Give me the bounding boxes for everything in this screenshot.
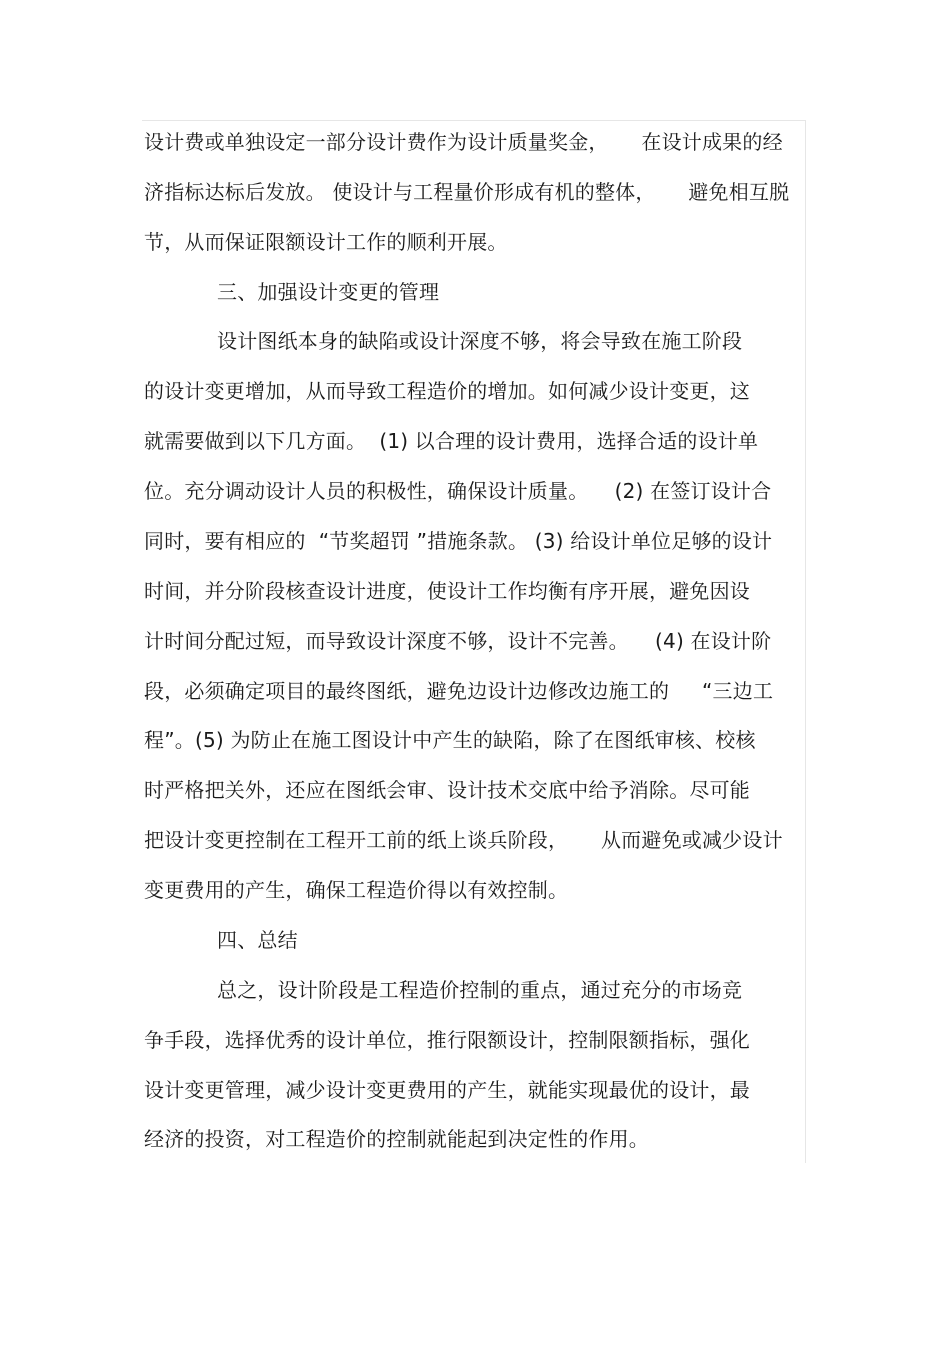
paragraph-line: 位。充分调动设计人员的积极性，确保设计质量。 (2) 在签订设计合: [144, 479, 772, 503]
paragraph-line: 变更费用的产生，确保工程造价得以有效控制。: [144, 878, 569, 902]
paragraph-line: 济指标达标后发放。 使设计与工程量价形成有机的整体， 避免相互脱: [144, 180, 790, 204]
paragraph-line: 的设计变更增加，从而导致工程造价的增加。如何减少设计变更，这: [144, 379, 750, 403]
paragraph-line: 争手段，选择优秀的设计单位，推行限额设计，控制限额指标，强化: [144, 1028, 750, 1052]
paragraph-line: 时严格把关外，还应在图纸会审、设计技术交底中给予消除。尽可能: [144, 778, 750, 802]
paragraph-line: 程”。(5) 为防止在施工图设计中产生的缺陷，除了在图纸审核、校核: [144, 728, 756, 752]
section-heading: 三、加强设计变更的管理: [217, 280, 440, 304]
paragraph-line: 同时，要有相应的 “节奖超罚 ”措施条款。 (3) 给设计单位足够的设计: [144, 529, 773, 553]
paragraph-line: 就需要做到以下几方面。 (1) 以合理的设计费用，选择合适的设计单: [144, 429, 759, 453]
paragraph-line: 计时间分配过短，而导致设计深度不够，设计不完善。 (4) 在设计阶: [144, 629, 772, 653]
paragraph-line: 总之，设计阶段是工程造价控制的重点，通过充分的市场竞: [217, 978, 743, 1002]
paragraph-line: 设计费或单独设定一部分设计费作为设计质量奖金， 在设计成果的经: [144, 130, 783, 154]
paragraph-line: 经济的投资，对工程造价的控制就能起到决定性的作用。: [144, 1127, 649, 1151]
paragraph-line: 时间，并分阶段核查设计进度，使设计工作均衡有序开展，避免因设: [144, 579, 750, 603]
paragraph-line: 段，必须确定项目的最终图纸，避免边设计边修改边施工的 “三边工: [144, 679, 774, 703]
paragraph-line: 把设计变更控制在工程开工前的纸上谈兵阶段， 从而避免或减少设计: [144, 828, 783, 852]
section-heading: 四、总结: [217, 928, 298, 952]
paragraph-line: 设计图纸本身的缺陷或设计深度不够，将会导致在施工阶段: [217, 329, 743, 353]
paragraph-line: 设计变更管理，减少设计变更费用的产生，就能实现最优的设计，最: [144, 1078, 750, 1102]
paragraph-line: 节，从而保证限额设计工作的顺利开展。: [144, 230, 508, 254]
